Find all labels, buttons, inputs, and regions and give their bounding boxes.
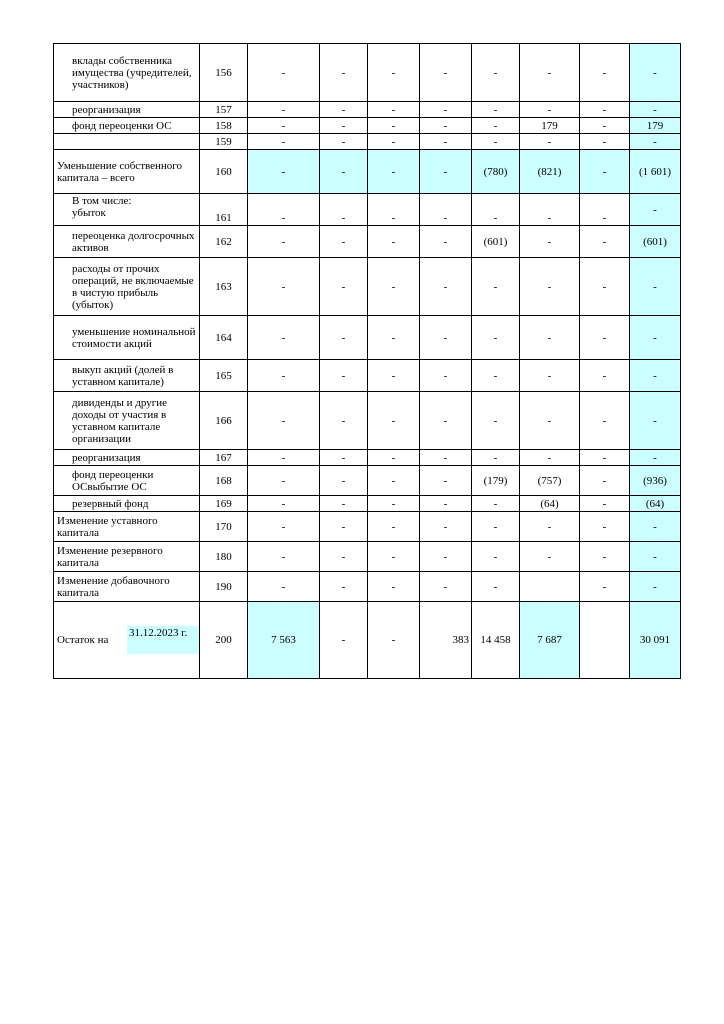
value-cell: - bbox=[472, 316, 520, 360]
value-cell: - bbox=[472, 102, 520, 118]
value-cell: - bbox=[248, 118, 320, 134]
value-cell: - bbox=[320, 360, 368, 392]
value-cell: - bbox=[320, 572, 368, 602]
row-code: 168 bbox=[200, 466, 248, 496]
value-cell: - bbox=[630, 134, 681, 150]
equity-changes-table bbox=[53, 43, 681, 679]
table-row bbox=[54, 466, 681, 496]
value-cell: 383 bbox=[420, 602, 472, 679]
value-cell: - bbox=[248, 392, 320, 450]
value-cell: - bbox=[368, 226, 420, 258]
value-cell: - bbox=[580, 226, 630, 258]
value-cell: - bbox=[248, 194, 320, 226]
value-cell: - bbox=[520, 316, 580, 360]
table-row bbox=[54, 134, 681, 150]
value-cell: - bbox=[520, 512, 580, 542]
row-label: выкуп акций (долей в уставном капитале) bbox=[54, 360, 200, 392]
table-row bbox=[54, 150, 681, 194]
table-row bbox=[54, 496, 681, 512]
value-cell: - bbox=[368, 150, 420, 194]
value-cell: - bbox=[248, 226, 320, 258]
value-cell: - bbox=[368, 258, 420, 316]
value-cell: - bbox=[248, 496, 320, 512]
row-label: В том числе: убыток bbox=[54, 194, 200, 226]
row-label: реорганизация bbox=[54, 102, 200, 118]
row-code: 164 bbox=[200, 316, 248, 360]
value-cell: - bbox=[368, 194, 420, 226]
value-cell: - bbox=[580, 450, 630, 466]
value-cell: (1 601) bbox=[630, 150, 681, 194]
value-cell: (64) bbox=[630, 496, 681, 512]
value-cell: - bbox=[320, 118, 368, 134]
value-cell: - bbox=[580, 118, 630, 134]
value-cell: - bbox=[320, 496, 368, 512]
table-row bbox=[54, 572, 681, 602]
value-cell: - bbox=[368, 450, 420, 466]
value-cell: - bbox=[420, 134, 472, 150]
value-cell: - bbox=[472, 512, 520, 542]
value-cell: - bbox=[580, 44, 630, 102]
value-cell: (936) bbox=[630, 466, 681, 496]
value-cell: 179 bbox=[520, 118, 580, 134]
value-cell: (64) bbox=[520, 496, 580, 512]
value-cell: - bbox=[248, 134, 320, 150]
table-row bbox=[54, 392, 681, 450]
value-cell: - bbox=[368, 512, 420, 542]
value-cell: - bbox=[368, 602, 420, 679]
value-cell: - bbox=[580, 194, 630, 226]
value-cell: - bbox=[248, 572, 320, 602]
value-cell: - bbox=[472, 450, 520, 466]
value-cell: - bbox=[368, 572, 420, 602]
value-cell: - bbox=[248, 258, 320, 316]
value-cell: - bbox=[520, 392, 580, 450]
value-cell: (601) bbox=[630, 226, 681, 258]
table-row bbox=[54, 194, 681, 226]
value-cell: - bbox=[472, 44, 520, 102]
value-cell: - bbox=[630, 512, 681, 542]
value-cell: 179 bbox=[630, 118, 681, 134]
value-cell: - bbox=[248, 44, 320, 102]
row-code: 159 bbox=[200, 134, 248, 150]
value-cell: (821) bbox=[520, 150, 580, 194]
value-cell: - bbox=[420, 102, 472, 118]
value-cell: - bbox=[420, 316, 472, 360]
value-cell: 14 458 bbox=[472, 602, 520, 679]
value-cell: - bbox=[320, 134, 368, 150]
table-row bbox=[54, 44, 681, 102]
value-cell: - bbox=[420, 150, 472, 194]
value-cell: - bbox=[320, 602, 368, 679]
row-label: Изменение уставного капитала bbox=[54, 512, 200, 542]
value-cell: - bbox=[248, 102, 320, 118]
table-row bbox=[54, 360, 681, 392]
value-cell: - bbox=[630, 258, 681, 316]
value-cell: - bbox=[320, 194, 368, 226]
value-cell bbox=[520, 572, 580, 602]
row-label: реорганизация bbox=[54, 450, 200, 466]
value-cell: - bbox=[420, 450, 472, 466]
value-cell: - bbox=[368, 542, 420, 572]
value-cell: - bbox=[320, 102, 368, 118]
value-cell: - bbox=[320, 316, 368, 360]
value-cell: - bbox=[248, 512, 320, 542]
value-cell: - bbox=[520, 44, 580, 102]
value-cell: - bbox=[472, 194, 520, 226]
value-cell: - bbox=[520, 226, 580, 258]
value-cell: (757) bbox=[520, 466, 580, 496]
value-cell: - bbox=[580, 392, 630, 450]
table-row bbox=[54, 512, 681, 542]
value-cell: - bbox=[520, 102, 580, 118]
row-code: 180 bbox=[200, 542, 248, 572]
value-cell: - bbox=[580, 258, 630, 316]
row-code: 157 bbox=[200, 102, 248, 118]
value-cell: - bbox=[320, 258, 368, 316]
value-cell: - bbox=[320, 226, 368, 258]
value-cell: - bbox=[630, 194, 681, 226]
row-label: Изменение резервного капитала bbox=[54, 542, 200, 572]
value-cell: - bbox=[580, 466, 630, 496]
row-code: 190 bbox=[200, 572, 248, 602]
table-row bbox=[54, 226, 681, 258]
value-cell: - bbox=[420, 572, 472, 602]
row-label: фонд переоценки ОСвыбытие ОС bbox=[54, 466, 200, 496]
value-cell: - bbox=[320, 512, 368, 542]
value-cell: - bbox=[368, 316, 420, 360]
value-cell: 7 563 bbox=[248, 602, 320, 679]
row-label: вклады собственника имущества (учредителей, участников) bbox=[54, 44, 200, 102]
table-row bbox=[54, 602, 681, 679]
value-cell: - bbox=[248, 316, 320, 360]
value-cell: - bbox=[320, 44, 368, 102]
row-label: уменьшение номинальной стоимости акций bbox=[54, 316, 200, 360]
value-cell: - bbox=[320, 466, 368, 496]
value-cell: - bbox=[368, 496, 420, 512]
value-cell: - bbox=[248, 360, 320, 392]
table-row bbox=[54, 258, 681, 316]
row-code: 160 bbox=[200, 150, 248, 194]
value-cell: - bbox=[420, 512, 472, 542]
value-cell: (179) bbox=[472, 466, 520, 496]
value-cell: - bbox=[630, 102, 681, 118]
table-row bbox=[54, 542, 681, 572]
row-label bbox=[54, 134, 200, 150]
value-cell: - bbox=[630, 542, 681, 572]
value-cell: - bbox=[420, 466, 472, 496]
table-row bbox=[54, 450, 681, 466]
value-cell: - bbox=[580, 542, 630, 572]
row-code: 156 bbox=[200, 44, 248, 102]
value-cell: - bbox=[248, 466, 320, 496]
value-cell: - bbox=[420, 392, 472, 450]
balance-label-cell bbox=[54, 602, 200, 679]
row-label: переоценка долгосрочных активов bbox=[54, 226, 200, 258]
value-cell: - bbox=[472, 496, 520, 512]
row-label: дивиденды и другие доходы от участия в уставном капитале организации bbox=[54, 392, 200, 450]
value-cell: - bbox=[320, 150, 368, 194]
table-row bbox=[54, 102, 681, 118]
value-cell: - bbox=[580, 512, 630, 542]
value-cell: - bbox=[248, 150, 320, 194]
row-code: 200 bbox=[200, 602, 248, 679]
row-code: 167 bbox=[200, 450, 248, 466]
value-cell: - bbox=[420, 360, 472, 392]
row-code: 166 bbox=[200, 392, 248, 450]
value-cell: - bbox=[580, 360, 630, 392]
value-cell: - bbox=[320, 450, 368, 466]
value-cell: - bbox=[630, 450, 681, 466]
value-cell: - bbox=[472, 134, 520, 150]
value-cell: - bbox=[248, 450, 320, 466]
value-cell: - bbox=[248, 542, 320, 572]
value-cell: - bbox=[630, 44, 681, 102]
value-cell: - bbox=[420, 44, 472, 102]
value-cell: - bbox=[472, 360, 520, 392]
value-cell: - bbox=[630, 572, 681, 602]
row-code: 165 bbox=[200, 360, 248, 392]
value-cell: - bbox=[368, 102, 420, 118]
value-cell: - bbox=[630, 316, 681, 360]
row-code: 158 bbox=[200, 118, 248, 134]
value-cell: 30 091 bbox=[630, 602, 681, 679]
value-cell: - bbox=[472, 572, 520, 602]
row-label: резервный фонд bbox=[54, 496, 200, 512]
table-row bbox=[54, 118, 681, 134]
value-cell: - bbox=[520, 360, 580, 392]
row-code: 170 bbox=[200, 512, 248, 542]
value-cell: 7 687 bbox=[520, 602, 580, 679]
value-cell: - bbox=[320, 392, 368, 450]
value-cell: - bbox=[580, 134, 630, 150]
value-cell: (780) bbox=[472, 150, 520, 194]
row-code: 169 bbox=[200, 496, 248, 512]
value-cell bbox=[580, 602, 630, 679]
row-label: Уменьшение собственного капитала – всего bbox=[54, 150, 200, 194]
value-cell: - bbox=[580, 496, 630, 512]
value-cell: - bbox=[580, 150, 630, 194]
value-cell: - bbox=[520, 450, 580, 466]
value-cell: - bbox=[368, 360, 420, 392]
value-cell: - bbox=[420, 496, 472, 512]
value-cell: - bbox=[520, 258, 580, 316]
row-code: 162 bbox=[200, 226, 248, 258]
value-cell: - bbox=[420, 542, 472, 572]
value-cell: - bbox=[368, 392, 420, 450]
row-code: 161 bbox=[200, 194, 248, 226]
row-label: фонд переоценки ОС bbox=[54, 118, 200, 134]
value-cell: - bbox=[520, 194, 580, 226]
value-cell: - bbox=[580, 316, 630, 360]
value-cell: - bbox=[520, 542, 580, 572]
value-cell: - bbox=[580, 102, 630, 118]
balance-date: 31.12.2023 г. bbox=[127, 626, 199, 654]
value-cell: - bbox=[368, 466, 420, 496]
row-code: 163 bbox=[200, 258, 248, 316]
table-row bbox=[54, 316, 681, 360]
value-cell: - bbox=[420, 258, 472, 316]
value-cell: - bbox=[580, 572, 630, 602]
value-cell: - bbox=[630, 360, 681, 392]
row-label: Изменение добавочного капитала bbox=[54, 572, 200, 602]
value-cell: - bbox=[420, 194, 472, 226]
value-cell: - bbox=[472, 392, 520, 450]
value-cell: - bbox=[420, 118, 472, 134]
value-cell: - bbox=[368, 44, 420, 102]
row-label: расходы от прочих операций, не включаемые в чистую прибыль (убыток) bbox=[54, 258, 200, 316]
value-cell: - bbox=[472, 258, 520, 316]
value-cell: (601) bbox=[472, 226, 520, 258]
value-cell: - bbox=[520, 134, 580, 150]
value-cell: - bbox=[472, 542, 520, 572]
balance-label: Остаток на bbox=[57, 634, 109, 646]
value-cell: - bbox=[320, 542, 368, 572]
value-cell: - bbox=[368, 134, 420, 150]
value-cell: - bbox=[472, 118, 520, 134]
value-cell: - bbox=[368, 118, 420, 134]
value-cell: - bbox=[630, 392, 681, 450]
value-cell: - bbox=[420, 226, 472, 258]
